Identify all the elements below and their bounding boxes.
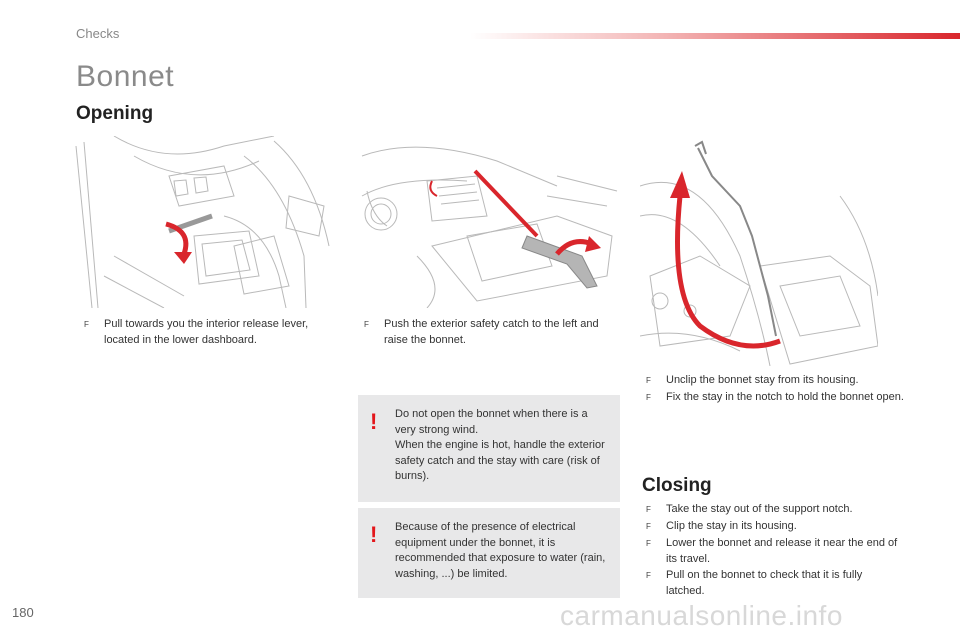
warning-box-wind xyxy=(358,395,620,502)
watermark: carmanualsonline.info xyxy=(560,600,843,631)
page-number: 180 xyxy=(12,605,34,620)
warning-text: Do not open the bonnet when there is a very strong wind. When the engine is hot, handle the exterior safety catch and the stay with care (risk of burns). xyxy=(395,408,605,482)
opening-heading: Opening xyxy=(76,103,154,124)
list-item: F Fix the stay in the notch to hold the bonnet open. xyxy=(646,389,911,406)
list-item: F Push the exterior safety catch to the left and raise the bonnet. xyxy=(364,318,599,346)
list-item: F Clip the stay in its housing. xyxy=(646,518,901,535)
list-item: F Take the stay out of the support notch. xyxy=(646,501,901,518)
bullet-icon: F xyxy=(646,571,651,580)
list-item: F Pull on the bonnet to check that it is fully latched. xyxy=(646,569,863,597)
safety-catch-illustration xyxy=(357,136,622,308)
bullet-icon: F xyxy=(646,505,651,514)
bullet-icon: F xyxy=(646,522,651,531)
bullet-icon: F xyxy=(364,320,369,329)
closing-steps xyxy=(646,501,901,599)
bonnet-stay-illustration xyxy=(640,136,878,366)
opening-steps-middle xyxy=(364,316,619,348)
bullet-icon: F xyxy=(646,539,651,548)
opening-steps-left xyxy=(84,316,339,348)
list-item: F Pull towards you the interior release lever, located in the lower dashboard. xyxy=(84,318,309,346)
warning-box-electrical xyxy=(358,508,620,598)
release-lever-illustration xyxy=(74,136,336,308)
bullet-icon: F xyxy=(84,320,89,329)
list-item: F Lower the bonnet and release it near the end of its travel. xyxy=(646,537,898,565)
warning-icon: ! xyxy=(370,409,378,434)
bullet-icon: F xyxy=(646,376,651,385)
page-title: Bonnet xyxy=(76,60,175,93)
warning-icon: ! xyxy=(370,522,378,547)
list-item: F Unclip the bonnet stay from its housing. xyxy=(646,372,911,389)
section-label: Checks xyxy=(76,26,120,41)
opening-steps-right xyxy=(646,372,911,406)
header-accent-bar xyxy=(470,33,960,39)
bullet-icon: F xyxy=(646,393,651,402)
warning-text: Because of the presence of electrical equipment under the bonnet, it is recommended that exposure to water (rain, washing, ...) be limited. xyxy=(395,521,606,580)
closing-heading: Closing xyxy=(642,475,712,496)
